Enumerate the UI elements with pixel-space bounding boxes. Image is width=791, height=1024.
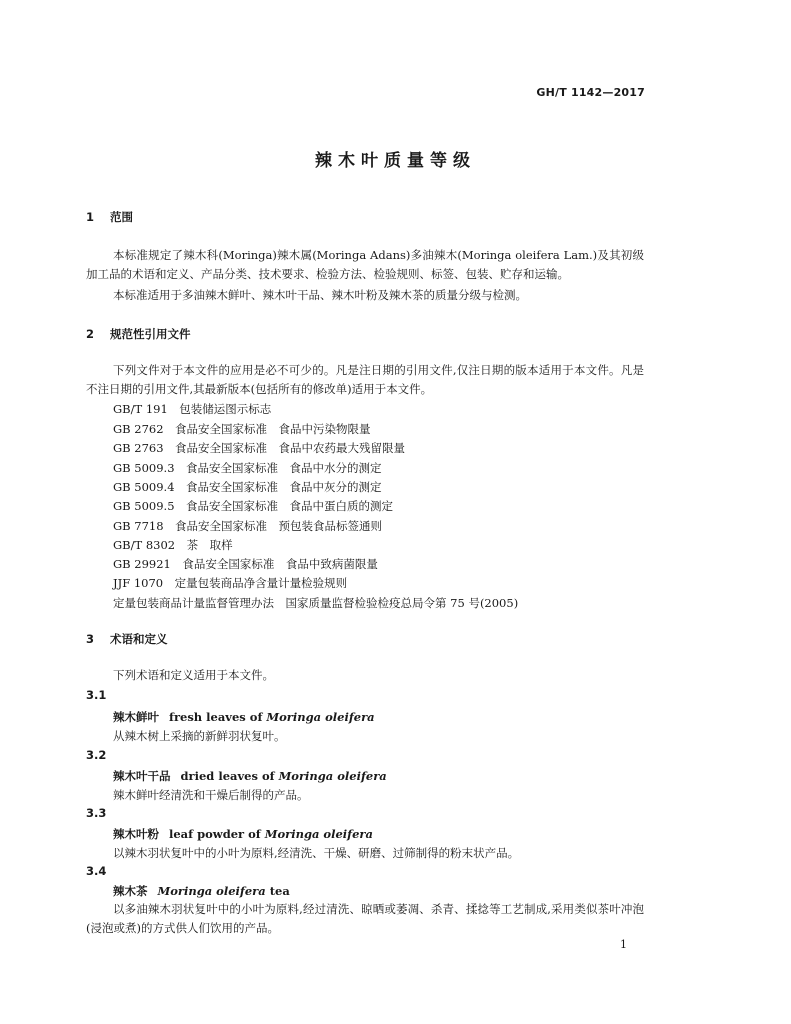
section-title: 范围	[110, 210, 134, 224]
term-number: 3.2	[86, 748, 107, 762]
term-number: 3.4	[86, 864, 107, 878]
term-number: 3.1	[86, 688, 107, 702]
references-intro: 下列文件对于本文件的应用是必不可少的。凡是注日期的引用文件,仅注日期的版本适用于本文件。凡是不注日期的引用文件,其最新版本(包括所有的修改单)适用于本文件。	[86, 363, 644, 396]
term-chinese: 辣木茶	[113, 884, 148, 898]
scope-paragraph-2: 本标准适用于多油辣木鲜叶、辣木叶干品、辣木叶粉及辣木茶的质量分级与检测。	[113, 288, 527, 302]
reference-item: JJF 1070 定量包装商品净含量计量检验规则	[113, 576, 348, 590]
reference-item: GB 29921 食品安全国家标准 食品中致病菌限量	[113, 557, 378, 571]
section-number: 3	[86, 632, 95, 646]
term-heading	[113, 709, 375, 725]
terms-intro: 下列术语和定义适用于本文件。	[113, 668, 274, 682]
term-heading	[113, 768, 387, 784]
term-definition: 以辣木羽状复叶中的小叶为原料,经清洗、干燥、研磨、过筛制得的粉末状产品。	[113, 846, 520, 860]
reference-item: GB 2763 食品安全国家标准 食品中农药最大残留限量	[113, 441, 406, 455]
section-number: 1	[86, 210, 95, 224]
section-title: 术语和定义	[110, 632, 168, 646]
document-title: 辣木叶质量等级	[315, 151, 476, 171]
term-chinese: 辣木叶粉	[113, 827, 159, 841]
reference-item: GB 2762 食品安全国家标准 食品中污染物限量	[113, 422, 371, 436]
reference-item: GB/T 8302 茶 取样	[113, 538, 233, 552]
section-2-heading	[86, 326, 191, 342]
term-heading	[113, 883, 290, 899]
term-definition: 辣木鲜叶经清洗和干燥后制得的产品。	[113, 788, 309, 802]
reference-item: GB 5009.4 食品安全国家标准 食品中灰分的测定	[113, 480, 382, 494]
page-number: 1	[620, 938, 627, 951]
section-number: 2	[86, 327, 95, 341]
term-english: dried leaves of Moringa oleifera	[180, 769, 387, 783]
term-english: fresh leaves of Moringa oleifera	[169, 710, 375, 724]
document-code: GH/T 1142—2017	[536, 86, 645, 99]
reference-item: 定量包装商品计量监督管理办法 国家质量监督检验检疫总局令第 75 号(2005)	[113, 596, 519, 610]
reference-item: GB 5009.3 食品安全国家标准 食品中水分的测定	[113, 461, 382, 475]
term-heading	[113, 826, 373, 842]
term-english: Moringa oleifera tea	[157, 884, 290, 898]
scope-paragraph-1: 本标准规定了辣木科(Moringa)辣木属(Moringa Adans)多油辣木(Moringa oleifera Lam.)及其初级加工品的术语和定义、产品分类、技术要求、检验方法、检验规则、标签、包装、贮存和运输。	[86, 248, 644, 281]
term-definition: 从辣木树上采摘的新鲜羽状复叶。	[113, 729, 286, 743]
term-english: leaf powder of Moringa oleifera	[169, 827, 373, 841]
term-number: 3.3	[86, 806, 107, 820]
section-1-heading	[86, 209, 133, 225]
term-chinese: 辣木鲜叶	[113, 710, 159, 724]
section-3-heading	[86, 631, 168, 647]
section-title: 规范性引用文件	[110, 327, 191, 341]
reference-item: GB/T 191 包装储运图示标志	[113, 402, 272, 416]
reference-item: GB 7718 食品安全国家标准 预包装食品标签通则	[113, 519, 383, 533]
term-definition: 以多油辣木羽状复叶中的小叶为原料,经过清洗、晾晒或萎凋、杀青、揉捻等工艺制成,采用类似茶叶冲泡(浸泡或煮)的方式供人们饮用的产品。	[86, 902, 644, 935]
reference-item: GB 5009.5 食品安全国家标准 食品中蛋白质的测定	[113, 499, 394, 513]
term-chinese: 辣木叶干品	[113, 769, 171, 783]
